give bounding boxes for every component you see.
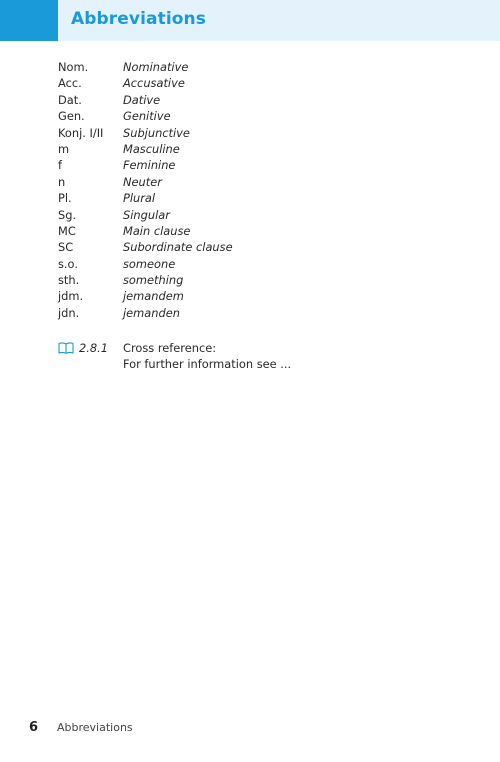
abbreviation-meaning: someone [123,256,176,271]
abbreviation-list [58,59,438,321]
abbreviation-meaning: Feminine [123,158,176,173]
abbreviation-row [58,92,438,108]
abbreviation-short: SC [58,240,74,255]
abbreviation-meaning: Singular [123,207,170,222]
abbreviation-short: jdn. [58,305,80,320]
abbreviation-row [58,157,438,173]
abbreviation-short: Sg. [58,207,77,222]
abbreviation-row [58,223,438,239]
abbreviation-short: s.o. [58,256,78,271]
page-number: 6 [29,720,39,735]
abbreviation-row [58,59,438,75]
abbreviation-short: Nom. [58,60,89,74]
abbreviation-meaning: Plural [123,191,156,206]
abbreviation-short: m [58,141,70,156]
abbreviation-short: MC [58,223,76,238]
abbreviation-row [58,272,438,288]
abbreviation-short: Dat. [58,92,82,107]
abbreviation-row [58,125,438,141]
abbreviation-meaning: Subordinate clause [123,240,233,255]
abbreviation-row [58,174,438,190]
cross-reference-description: For further information see ... [123,357,292,372]
abbreviation-row [58,288,438,304]
abbreviation-meaning: Nominative [123,60,189,74]
abbreviation-meaning: Subjunctive [123,125,190,140]
abbreviation-short: Konj. I/II [58,125,104,140]
open-book-icon [58,342,74,354]
abbreviation-meaning: Accusative [123,76,185,91]
abbreviation-short: n [58,174,66,189]
abbreviation-meaning: Neuter [123,174,162,189]
abbreviation-row [58,190,438,206]
abbreviation-row [58,75,438,91]
abbreviation-meaning: jemanden [123,305,180,320]
abbreviation-row [58,141,438,157]
abbreviation-meaning: jemandem [123,289,184,304]
running-footer: Abbreviations [57,721,133,734]
page-title: Abbreviations [71,9,206,29]
abbreviation-row [58,239,438,255]
abbreviation-short: Gen. [58,109,85,124]
abbreviation-short: sth. [58,273,80,288]
abbreviation-short: Acc. [58,76,82,91]
abbreviation-row [58,305,438,321]
header-accent-block [0,0,58,41]
abbreviation-row [58,207,438,223]
abbreviation-meaning: Genitive [123,109,171,124]
abbreviation-row [58,256,438,272]
abbreviation-short: f [58,158,63,173]
abbreviation-short: Pl. [58,191,72,206]
abbreviation-short: jdm. [58,289,84,304]
abbreviation-meaning: something [123,273,184,288]
abbreviation-meaning: Main clause [123,223,191,238]
abbreviation-meaning: Masculine [123,141,180,156]
abbreviation-row [58,108,438,124]
cross-reference-number: 2.8.1 [79,341,108,355]
abbreviation-meaning: Dative [123,92,161,107]
cross-reference-label: Cross reference: [123,341,217,355]
